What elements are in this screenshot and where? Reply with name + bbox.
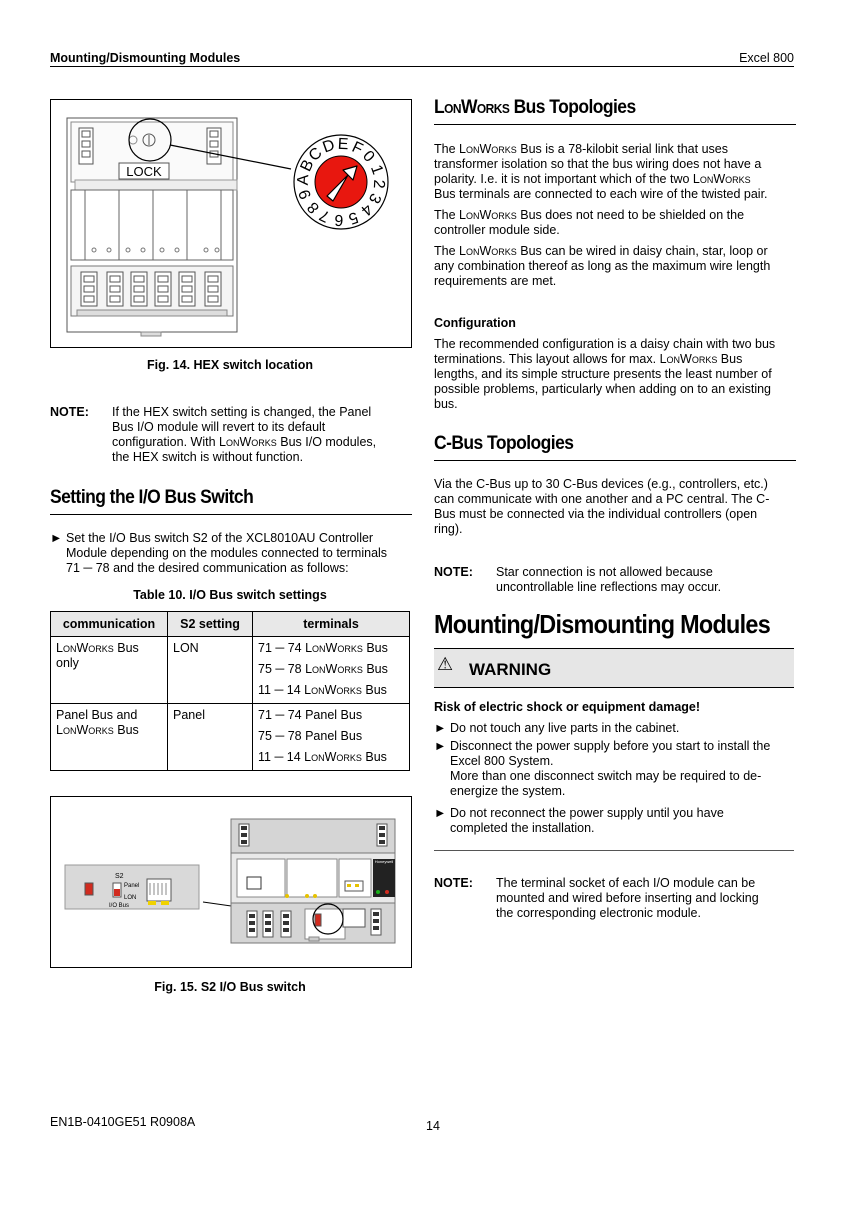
running-header-title: Mounting/Dismounting Modules bbox=[50, 51, 241, 65]
hex-dial-digits bbox=[51, 100, 411, 347]
table-cell-communication: Panel Bus and LonWorks Bus bbox=[51, 704, 168, 771]
table-cell-setting: Panel bbox=[168, 704, 253, 771]
lonworks-paragraph-3: The LonWorks Bus can be wired in daisy chain, star, loop or any combination thereof as long as the maximum wire length requirements are met. bbox=[434, 244, 771, 288]
running-header-product: Excel 800 bbox=[739, 51, 794, 65]
io-bus-label: I/O Bus bbox=[109, 903, 130, 909]
hex-digit: 3 bbox=[365, 190, 385, 206]
hex-digit: 0 bbox=[359, 147, 379, 166]
hex-digit: 5 bbox=[346, 207, 361, 227]
mount-note-text: The terminal socket of each I/O module can be mounted and wired before inserting and locking the corresponding electronic module. bbox=[496, 876, 759, 920]
cbus-note-text: Star connection is not allowed because uncontrollable line reflections may occur. bbox=[496, 565, 722, 594]
hex-digit: F bbox=[349, 138, 366, 158]
section-heading-lonworks: LonWorks Bus Topologies bbox=[434, 97, 636, 118]
table-cell-communication: LonWorks Bus only bbox=[51, 637, 168, 704]
lonworks-paragraph-2: The LonWorks Bus does not need to be shielded on the controller module side. bbox=[434, 208, 745, 237]
hex-digit: 4 bbox=[357, 200, 376, 220]
fig15-caption: Fig. 15. S2 I/O Bus switch bbox=[154, 980, 306, 994]
section-rule bbox=[434, 124, 796, 125]
figure-s2-switch bbox=[50, 796, 412, 968]
hex-digit: 6 bbox=[334, 210, 344, 229]
table-header-cell: communication bbox=[51, 612, 168, 637]
configuration-paragraph: The recommended configuration is a daisy chain with two bus terminations. This layout allows for max. LonWorks Bus lengths, and its simple structure presents the least number of possible problems, particularly when adding on to an existing bus. bbox=[434, 337, 776, 411]
warning-triangle-icon: ⚠ bbox=[437, 654, 454, 675]
hex-digit: B bbox=[297, 157, 318, 175]
table-header-cell: terminals bbox=[253, 612, 410, 637]
footer-doc-id: EN1B-0410GE51 R0908A bbox=[50, 1115, 196, 1129]
warning-label: WARNING bbox=[469, 660, 552, 679]
section-rule bbox=[50, 514, 412, 515]
bullet-arrow-icon: ► bbox=[50, 531, 63, 545]
hex-digit: 2 bbox=[369, 179, 388, 189]
hex-digit: E bbox=[337, 135, 349, 154]
io-bus-instruction: ► Set the I/O Bus switch S2 of the XCL8010AU Controller Module depending on the modules connected to terminals 71 ─ 78 and the desired communication as follows: bbox=[50, 531, 388, 575]
note1-line: Bus I/O module will revert to its default bbox=[112, 420, 326, 434]
bullet-arrow-icon: ► bbox=[434, 739, 447, 753]
warning-bullet: ► Do not touch any live parts in the cabinet. bbox=[434, 721, 680, 735]
hex-digit: D bbox=[320, 136, 337, 157]
section-heading-cbus: C-Bus Topologies bbox=[434, 433, 574, 454]
section-heading-io-bus: Setting the I/O Bus Switch bbox=[50, 487, 254, 508]
page-title: Mounting/Dismounting Modules bbox=[434, 609, 770, 639]
bullet-arrow-icon: ► bbox=[434, 721, 447, 735]
hex-digit: 7 bbox=[317, 206, 333, 226]
table-cell-terminals: 71 ─ 74 LonWorks Bus 75 ─ 78 LonWorks Bus 11 ─ 14 LonWorks Bus bbox=[253, 637, 410, 704]
hex-digit: 9 bbox=[296, 187, 316, 202]
hex-digit: 1 bbox=[366, 162, 386, 177]
risk-statement: Risk of electric shock or equipment damage! bbox=[434, 700, 701, 714]
warning-bullet: ► Do not reconnect the power supply until you have completed the installation. bbox=[434, 806, 724, 835]
s2-switch-illustration bbox=[51, 797, 411, 967]
note1-label: NOTE: bbox=[50, 405, 89, 419]
table-cell-setting: LON bbox=[168, 637, 253, 704]
hex-digit: A bbox=[294, 174, 313, 186]
table10-caption: Table 10. I/O Bus switch settings bbox=[133, 588, 327, 602]
lock-label: LOCK bbox=[126, 164, 162, 179]
bullet-arrow-icon: ► bbox=[434, 806, 447, 820]
note1-line: the HEX switch is without function. bbox=[112, 450, 304, 464]
mount-note-label: NOTE: bbox=[434, 876, 473, 890]
note1-line: If the HEX switch setting is changed, the Panel bbox=[112, 405, 372, 419]
s2-label: S2 bbox=[115, 873, 124, 880]
lon-label: LON bbox=[124, 895, 137, 901]
page-number: 14 bbox=[426, 1119, 440, 1133]
section-rule bbox=[434, 460, 796, 461]
io-bus-settings-table bbox=[50, 611, 410, 771]
note1-text bbox=[112, 405, 412, 465]
configuration-heading: Configuration bbox=[434, 316, 516, 330]
hex-digit: C bbox=[305, 143, 326, 165]
warning-banner bbox=[434, 648, 794, 688]
table-row bbox=[51, 637, 410, 704]
panel-label: Panel bbox=[124, 883, 140, 889]
cbus-note-label: NOTE: bbox=[434, 565, 473, 579]
note1-line: configuration. With LonWorks Bus I/O modules, bbox=[112, 435, 377, 449]
table-header-cell: S2 setting bbox=[168, 612, 253, 637]
warning-end-rule bbox=[434, 850, 794, 851]
table-row bbox=[51, 704, 410, 771]
hex-digit: 8 bbox=[303, 198, 323, 217]
warning-bullet: ► Disconnect the power supply before you start to install the Excel 800 System. More than one disconnect switch may be required to de- energize the system. bbox=[434, 739, 771, 798]
figure-hex-switch bbox=[50, 99, 412, 348]
lonworks-paragraph-1: The LonWorks Bus is a 78-kilobit serial link that uses transformer isolation so that the bus wiring does not have a polarity. I.e. it is not important which of the two LonWorks Bus terminals are connected to each wire of the twisted pair. bbox=[434, 142, 768, 201]
cbus-paragraph: Via the C-Bus up to 30 C-Bus devices (e.g., controllers, etc.) can communicate with one another and a PC central. The C- Bus must be connected via the individual controllers (open ring). bbox=[434, 477, 770, 536]
header-rule bbox=[50, 66, 794, 67]
brand-logo: Honeywell bbox=[374, 859, 394, 864]
table-cell-terminals: 71 ─ 74 Panel Bus 75 ─ 78 Panel Bus 11 ─ 14 LonWorks Bus bbox=[253, 704, 410, 771]
fig14-caption: Fig. 14. HEX switch location bbox=[146, 358, 313, 372]
table-header-row bbox=[51, 612, 410, 637]
